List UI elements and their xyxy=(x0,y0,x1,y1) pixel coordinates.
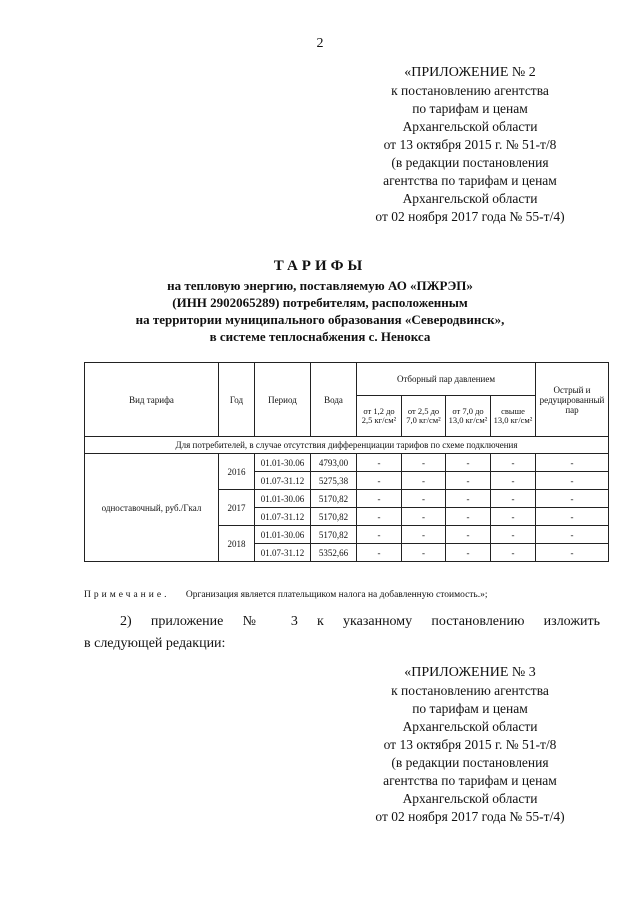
dash-cell: - xyxy=(446,526,491,544)
dash-cell: - xyxy=(357,544,402,562)
appendix-2-header xyxy=(340,64,600,226)
appendix-2-line: от 02 ноября 2017 года № 55-т/4) xyxy=(375,209,565,224)
water-cell: 5275,38 xyxy=(311,472,357,490)
dash-cell: - xyxy=(357,508,402,526)
dash-cell: - xyxy=(446,490,491,508)
appendix-2-line: к постановлению агентства xyxy=(391,83,549,98)
tariff-name-cell: одноставочный, руб./Гкал xyxy=(85,454,219,562)
dash-cell: - xyxy=(536,472,609,490)
appendix-2-line: «ПРИЛОЖЕНИЕ № 2 xyxy=(404,65,536,80)
dash-cell: - xyxy=(491,472,536,490)
appendix-3-line: по тарифам и ценам xyxy=(412,701,528,716)
dash-cell: - xyxy=(491,490,536,508)
appendix-3-line: (в редакции постановления xyxy=(391,755,549,770)
appendix-3-line: к постановлению агентства xyxy=(391,683,549,698)
header-steam-group: Отборный пар давлением xyxy=(357,363,536,396)
period-cell: 01.07-31.12 xyxy=(255,472,311,490)
note-text: Организация является плательщиком налога на добавленную стоимость.»; xyxy=(185,590,488,600)
period-cell: 01.01-30.06 xyxy=(255,454,311,472)
header-water: Вода xyxy=(311,363,357,437)
appendix-3-line: Архангельской области xyxy=(402,791,538,806)
title-line: в системе теплоснабжения с. Ненокса xyxy=(209,329,431,344)
appendix-2-line: Архангельской области xyxy=(402,119,538,134)
year-cell: 2018 xyxy=(219,526,255,562)
tariffs-table xyxy=(84,362,609,562)
paragraph-line-2: в следующей редакции: xyxy=(84,636,226,651)
dash-cell: - xyxy=(491,526,536,544)
header-sharp-steam: Острый и редуцированный пар xyxy=(536,363,609,437)
appendix-2-line: (в редакции постановления xyxy=(391,155,549,170)
appendix-3-line: от 02 ноября 2017 года № 55-т/4) xyxy=(375,809,565,824)
header-year: Год xyxy=(219,363,255,437)
water-cell: 5170,82 xyxy=(311,508,357,526)
note-label: Примечание. xyxy=(84,590,170,600)
table-row xyxy=(85,454,609,472)
dash-cell: - xyxy=(357,490,402,508)
table-note xyxy=(84,590,488,600)
dash-cell: - xyxy=(491,508,536,526)
dash-cell: - xyxy=(446,454,491,472)
water-cell: 5170,82 xyxy=(311,490,357,508)
period-cell: 01.01-30.06 xyxy=(255,526,311,544)
dash-cell: - xyxy=(357,526,402,544)
year-cell: 2016 xyxy=(219,454,255,490)
title-heading: ТАРИФЫ xyxy=(273,258,367,274)
dash-cell: - xyxy=(491,454,536,472)
appendix-2-line: агентства по тарифам и ценам xyxy=(383,173,557,188)
header-steam-2: от 2,5 до 7,0 кг/см² xyxy=(402,396,446,437)
water-cell: 5170,82 xyxy=(311,526,357,544)
dash-cell: - xyxy=(446,508,491,526)
header-period: Период xyxy=(255,363,311,437)
dash-cell: - xyxy=(357,454,402,472)
paragraph-line-1: 2) приложение № 3 к указанному постановлению изложить xyxy=(120,614,600,629)
title-line: на территории муниципального образования «Северодвинск», xyxy=(135,312,505,327)
water-cell: 5352,66 xyxy=(311,544,357,562)
appendix-3-line: Архангельской области xyxy=(402,719,538,734)
dash-cell: - xyxy=(536,544,609,562)
dash-cell: - xyxy=(536,508,609,526)
appendix-3-line: от 13 октября 2015 г. № 51-т/8 xyxy=(383,737,557,752)
period-cell: 01.07-31.12 xyxy=(255,544,311,562)
title-line: на тепловую энергию, поставляемую АО «ПЖРЭП» xyxy=(167,278,473,293)
header-tariff-type: Вид тарифа xyxy=(85,363,219,437)
dash-cell: - xyxy=(446,544,491,562)
year-cell: 2017 xyxy=(219,490,255,526)
dash-cell: - xyxy=(402,472,446,490)
period-cell: 01.01-30.06 xyxy=(255,490,311,508)
period-cell: 01.07-31.12 xyxy=(255,508,311,526)
dash-cell: - xyxy=(491,544,536,562)
document-title xyxy=(60,258,580,345)
title-line: (ИНН 2902065289) потребителям, расположенным xyxy=(172,295,468,310)
appendix-2-line: от 13 октября 2015 г. № 51-т/8 xyxy=(383,137,557,152)
page-number: 2 xyxy=(316,36,324,51)
dash-cell: - xyxy=(402,490,446,508)
section-row: Для потребителей, в случае отсутствия дифференциации тарифов по схеме подключения xyxy=(85,437,609,454)
dash-cell: - xyxy=(536,454,609,472)
appendix-3-line: «ПРИЛОЖЕНИЕ № 3 xyxy=(404,665,536,680)
header-steam-1: от 1,2 до 2,5 кг/см² xyxy=(357,396,402,437)
water-cell: 4793,00 xyxy=(311,454,357,472)
dash-cell: - xyxy=(536,490,609,508)
dash-cell: - xyxy=(357,472,402,490)
header-steam-4: свыше 13,0 кг/см² xyxy=(491,396,536,437)
dash-cell: - xyxy=(402,454,446,472)
appendix-3-line: агентства по тарифам и ценам xyxy=(383,773,557,788)
appendix-3-header xyxy=(340,664,600,826)
dash-cell: - xyxy=(402,526,446,544)
appendix-2-line: по тарифам и ценам xyxy=(412,101,528,116)
appendix-2-line: Архангельской области xyxy=(402,191,538,206)
header-steam-3: от 7,0 до 13,0 кг/см² xyxy=(446,396,491,437)
dash-cell: - xyxy=(402,544,446,562)
dash-cell: - xyxy=(536,526,609,544)
dash-cell: - xyxy=(446,472,491,490)
dash-cell: - xyxy=(402,508,446,526)
